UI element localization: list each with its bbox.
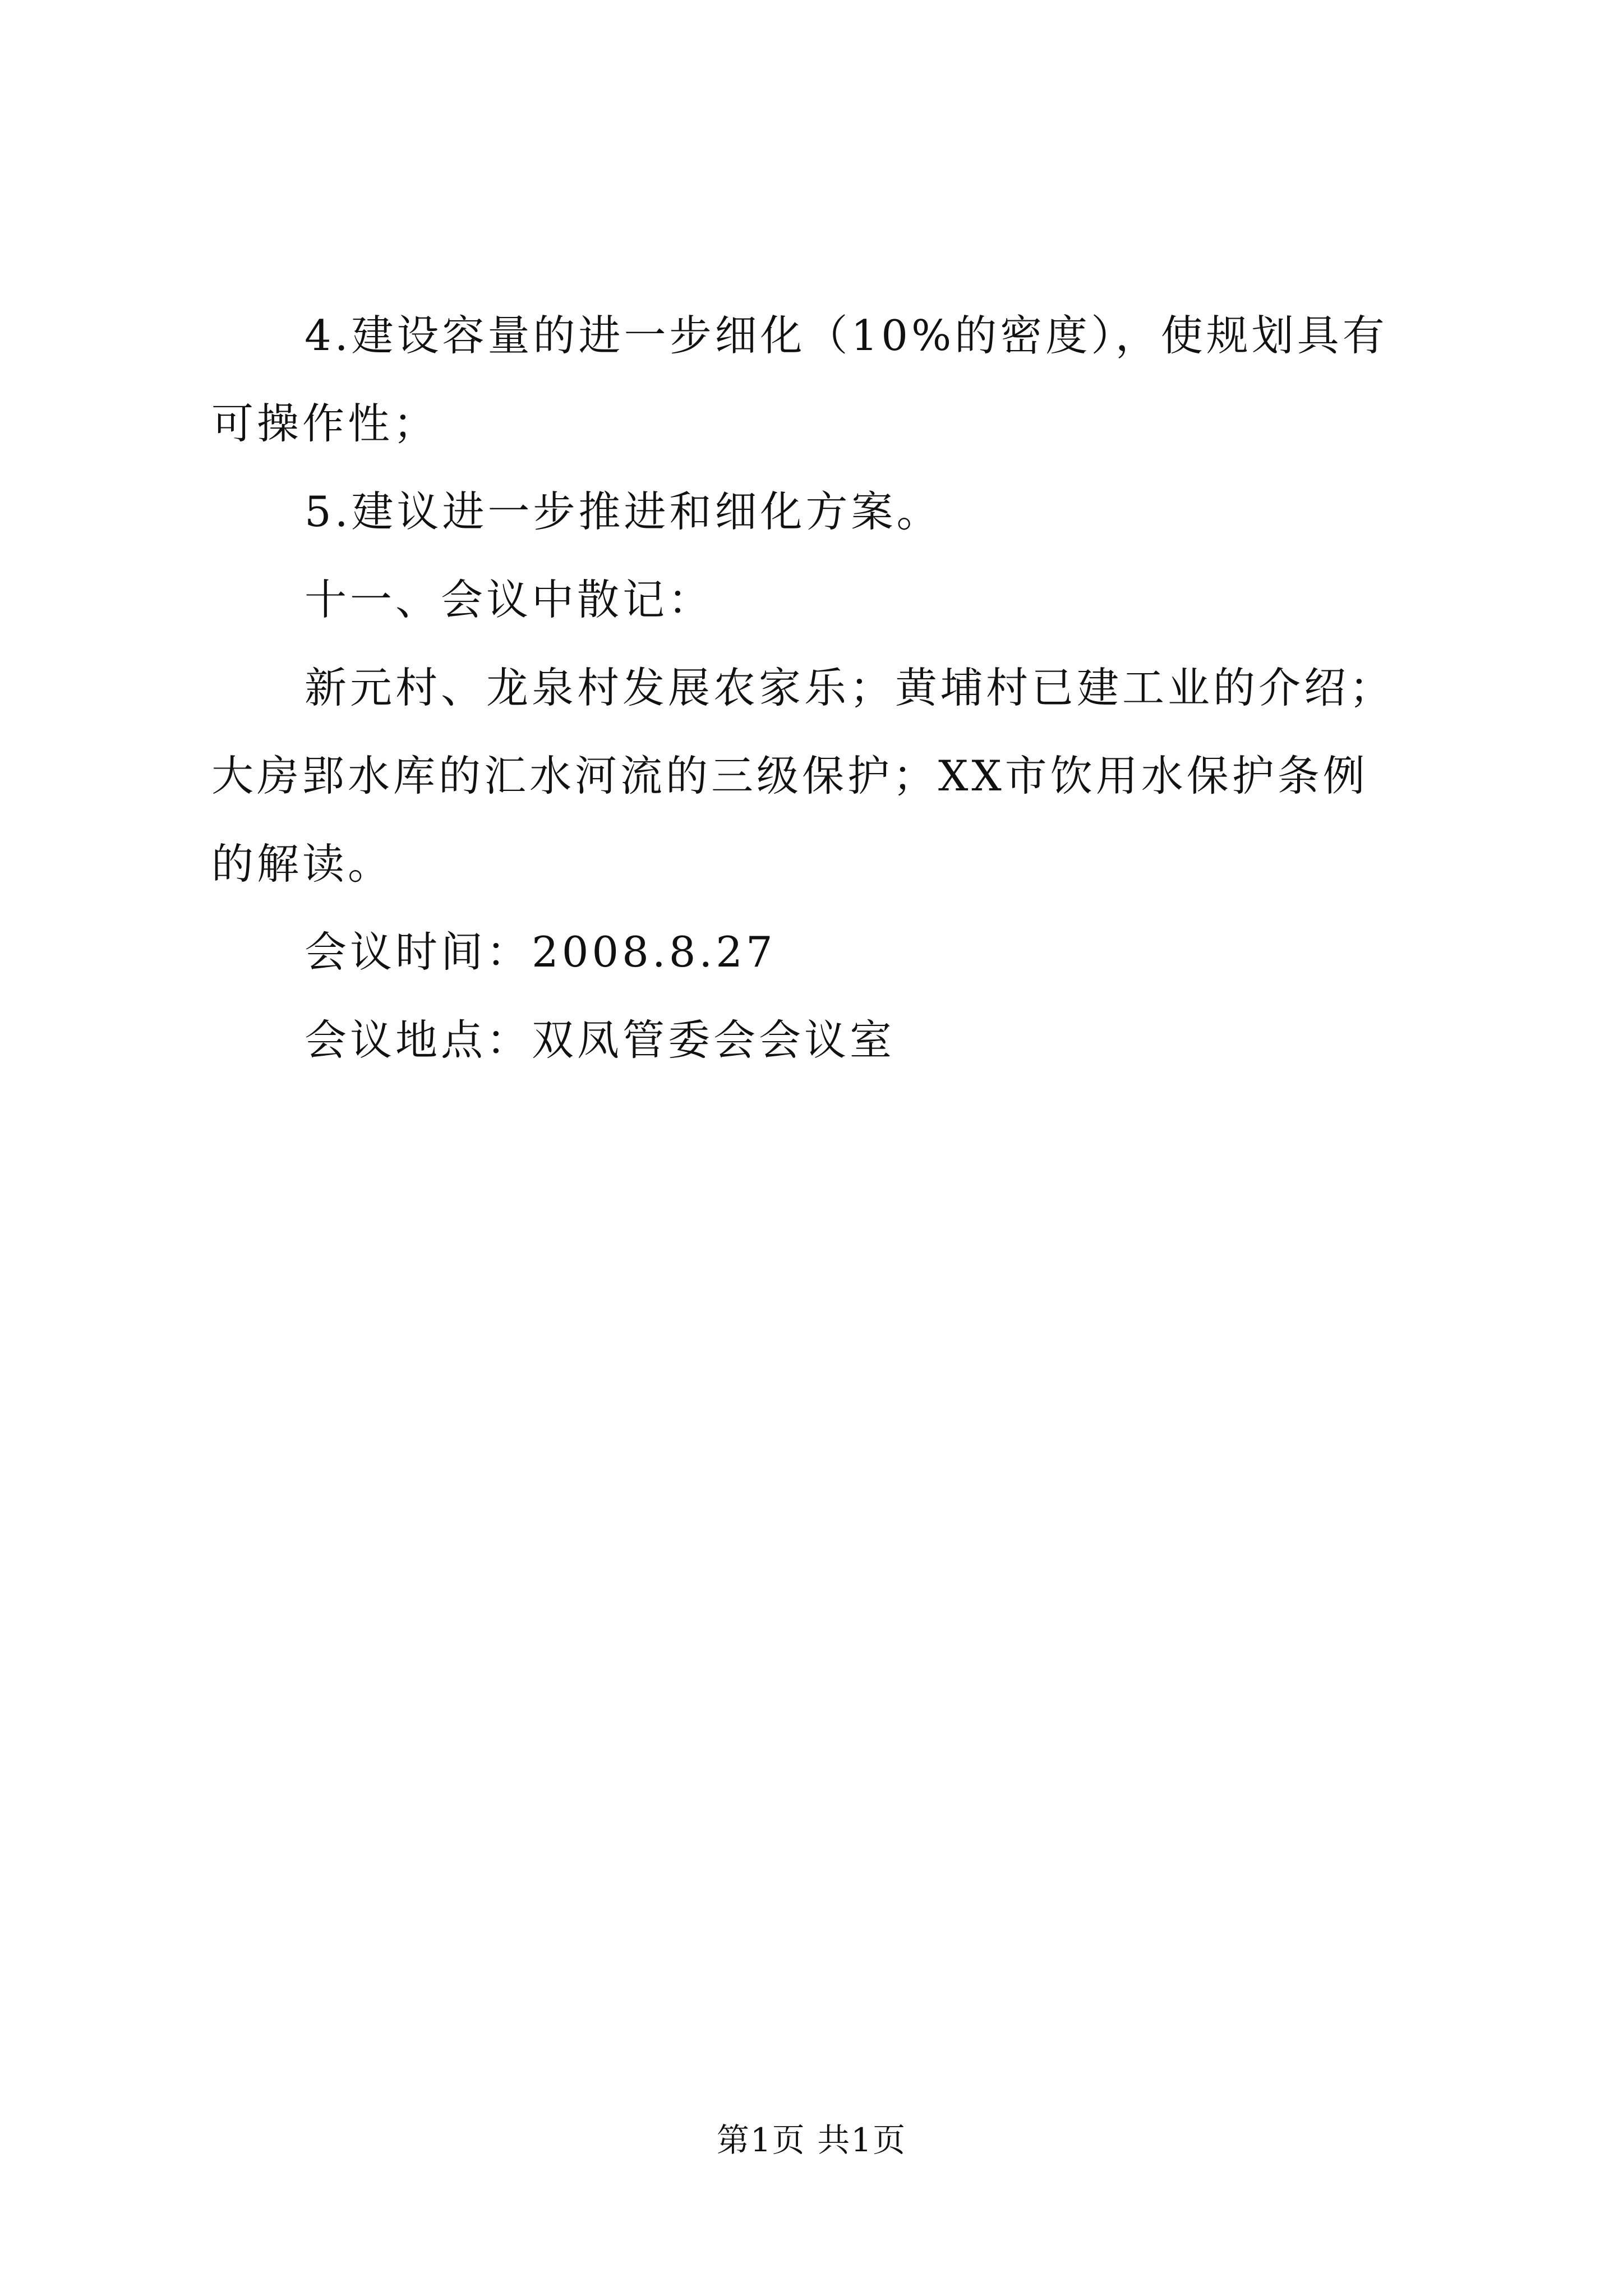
notes-paragraph: 新元村、龙泉村发展农家乐；黄埔村已建工业的介绍；大房郢水库的汇水河流的三级保护；XX市饮用水保护条例的解读。 [211,663,1395,889]
document-body [211,292,1412,1084]
meeting-time: 会议时间：2008.8.27 [305,927,776,977]
paragraph-item-4: 4.建设容量的进一步细化（10%的密度），使规划具有可操作性； [211,311,1388,448]
section-heading: 十一、会议中散记： [305,575,714,624]
paragraph-item-5: 5.建议进一步推进和细化方案。 [305,487,942,536]
page-footer: 第1页 共1页 [716,2121,907,2159]
meeting-location: 会议地点：双凤管委会会议室 [305,1015,896,1065]
